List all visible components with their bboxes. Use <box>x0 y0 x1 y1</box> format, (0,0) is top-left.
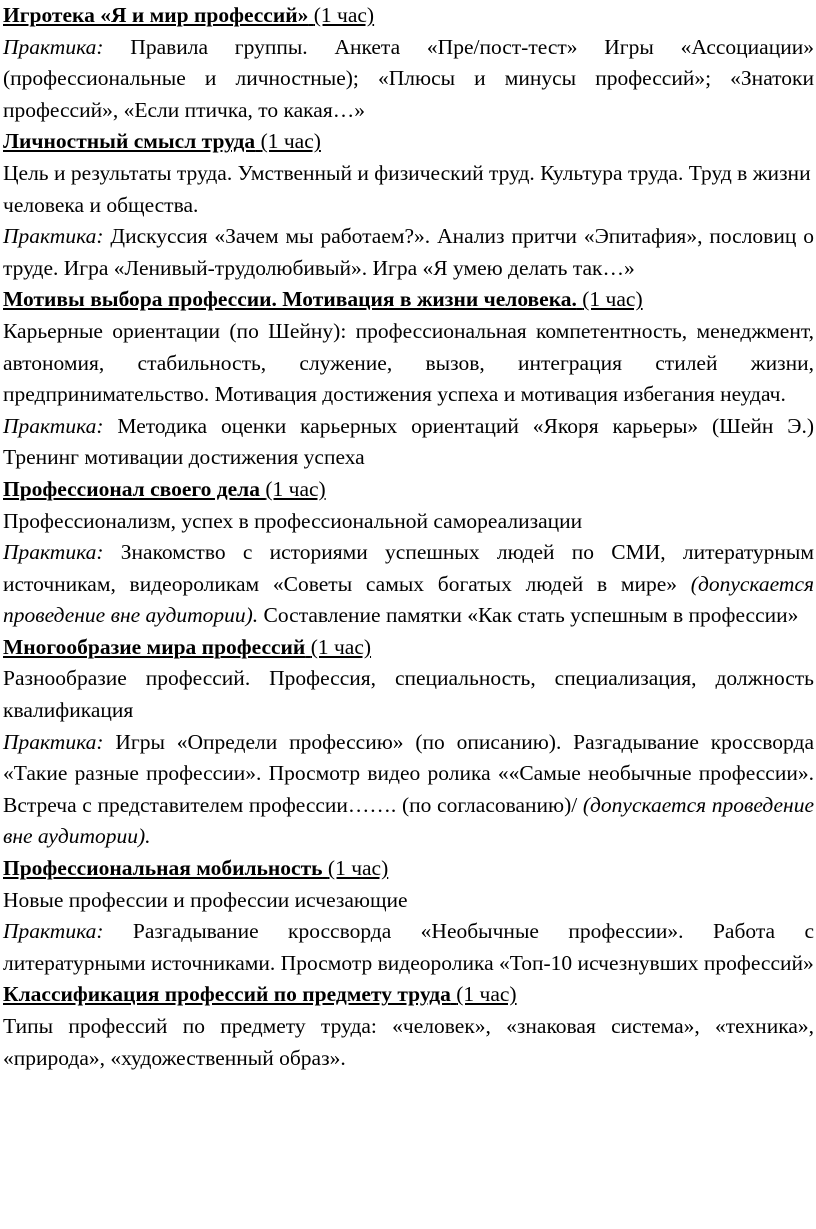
section-heading <box>3 474 814 506</box>
practice-italic-note: (допускается проведение вне аудитории). <box>3 792 814 849</box>
section-text: Новые профессии и профессии исчезающие <box>3 887 408 912</box>
section-text: Цель и результаты труда. Умственный и физический труд. Культура труда. Труд в жизни человека и общества. <box>3 160 811 217</box>
duration-text: (1 час) <box>265 476 326 501</box>
section-title: Личностный смысл труда <box>3 129 256 154</box>
section-text: Типы профессий по предмету труда: «человек», «знаковая система», «техника», «природа», «художественный образ». <box>3 1014 814 1070</box>
section-heading <box>3 0 814 32</box>
section-title: Игротека «Я и мир профессий» <box>3 3 309 27</box>
practice-label: Практика: <box>3 729 104 754</box>
practice-label: Практика: <box>3 540 104 565</box>
section-duration <box>260 477 326 501</box>
section-heading <box>3 632 814 664</box>
section-duration <box>577 287 643 311</box>
section-title: Профессиональная мобильность <box>3 856 323 881</box>
section-heading <box>3 284 814 316</box>
section-duration <box>323 856 389 880</box>
section-heading <box>3 126 814 158</box>
practice-text: Методика оценки карьерных ориентаций «Якоря карьеры» (Шейн Э.) Тренинг мотивации достижения успеха <box>3 413 814 470</box>
practice-text: Игры «Определи профессию» (по описанию). Разгадывание кроссворда «Такие разные профессии». Просмотр видео ролика ««Самые необычные профессии». Встреча с представителем профессии……. (по согласованию)/ <box>3 729 814 817</box>
duration-text: (1 час) <box>327 856 389 881</box>
section-text: Профессионализм, успех в профессиональной самореализации <box>3 508 583 533</box>
practice-text: Знакомство с историями успешных людей по СМИ, литературным источникам, видеороликам «Советы самых богатых людей в мире» <box>3 540 814 596</box>
practice-text: Дискуссия «Зачем мы работаем?». Анализ притчи «Эпитафия», пословиц о труде. Игра «Ленивый-трудолюбивый». Игра «Я умею делать так…» <box>3 224 814 280</box>
section-text: Разнообразие профессий. Профессия, специальность, специализация, должность квалификация <box>3 666 814 723</box>
section-text: Карьерные ориентации (по Шейну): профессиональная компетентность, менеджмент, автономия, стабильность, служение, вызов, интеграция стилей жизни, предпринимательство. Мотивация достижения успеха и мотивация избегания неудач. <box>3 318 814 407</box>
practice-italic-note: (допускается проведение вне аудитории). <box>3 571 814 628</box>
duration-text: (1 час) <box>310 634 372 659</box>
practice-paragraph <box>3 411 814 474</box>
section-title: Мотивы выбора профессии. Мотивация в жизни человека. <box>3 287 577 312</box>
duration-text: (1 час) <box>582 287 643 312</box>
practice-paragraph <box>3 916 814 979</box>
section-duration <box>255 129 321 153</box>
duration-text: (1 час) <box>260 129 321 154</box>
duration-text: (1 час) <box>313 3 375 27</box>
section-duration <box>308 3 374 27</box>
practice-label: Практика: <box>3 34 104 59</box>
section-duration <box>305 635 371 659</box>
practice-text-after: Составление памятки «Как стать успешным в профессии» <box>258 603 799 628</box>
section-duration <box>451 982 517 1006</box>
practice-paragraph <box>3 221 814 284</box>
practice-paragraph <box>3 537 814 632</box>
section-title: Многообразие мира профессий <box>3 634 306 659</box>
duration-text: (1 час) <box>456 982 517 1007</box>
section-title: Профессионал своего дела <box>3 476 260 501</box>
practice-label: Практика: <box>3 224 104 249</box>
practice-paragraph <box>3 727 814 853</box>
practice-label: Практика: <box>3 919 104 944</box>
practice-label: Практика: <box>3 413 104 438</box>
section-title: Классификация профессий по предмету труда <box>3 982 451 1007</box>
practice-text: Правила группы. Анкета «Пре/пост-тест» Игры «Ассоциации» (профессиональные и личностные); «Плюсы и минусы профессий»; «Знатоки профессий», «Если птичка, то какая…» <box>3 34 814 122</box>
section-heading <box>3 979 814 1011</box>
section-heading <box>3 853 814 885</box>
practice-paragraph <box>3 32 814 127</box>
practice-text: Разгадывание кроссворда «Необычные профессии». Работа с литературными источниками. Просмотр видеоролика «Топ-10 исчезнувших профессий» <box>3 919 814 975</box>
